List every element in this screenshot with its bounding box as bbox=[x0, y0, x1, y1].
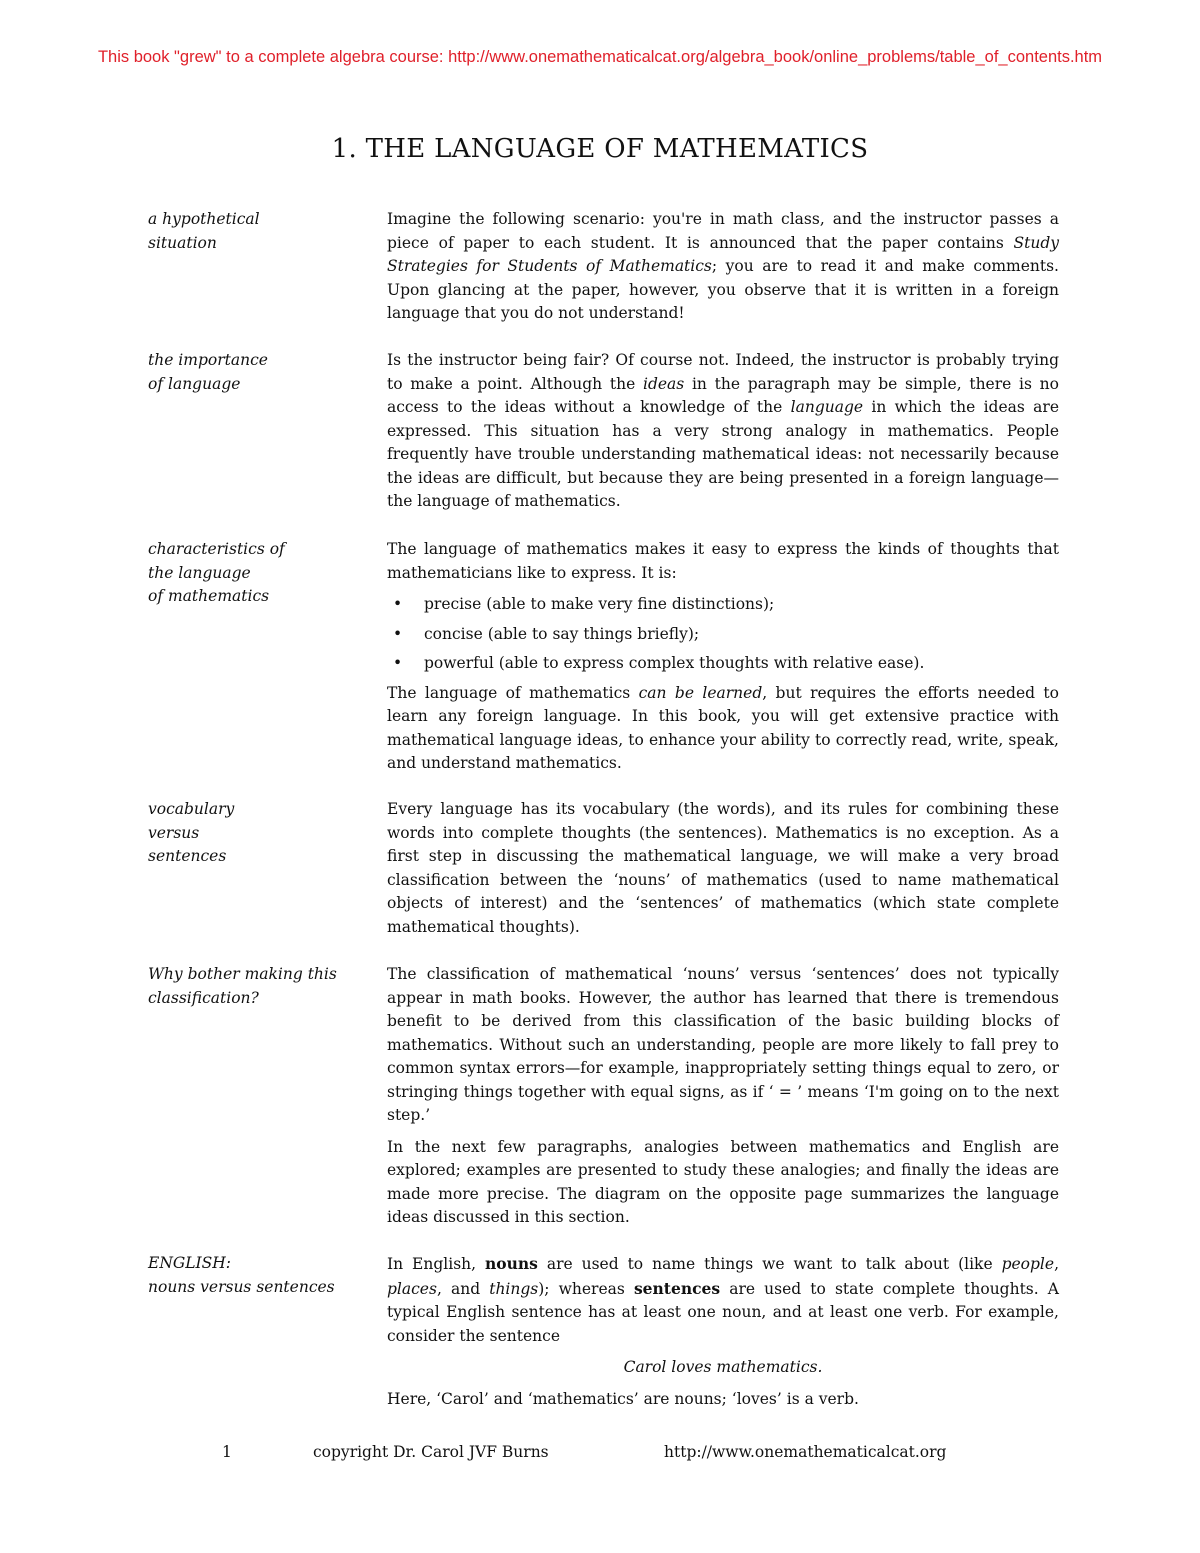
margin-note-line: classification? bbox=[148, 988, 259, 1007]
text: , and bbox=[436, 1279, 490, 1298]
text: Is the instructor being fair? Of course not. Indeed, the instructor is probably trying to make a point. Although the bbox=[387, 351, 1059, 393]
margin-note-line: Why bother making this bbox=[148, 965, 337, 983]
margin-note bbox=[148, 208, 378, 255]
emphasis-text: places bbox=[387, 1279, 437, 1298]
margin-note-line: situation bbox=[148, 233, 217, 252]
margin-note bbox=[148, 349, 378, 396]
margin-note-line: sentences bbox=[148, 847, 227, 865]
margin-note-line: the importance bbox=[148, 351, 268, 369]
copyright-text: copyright Dr. Carol JVF Burns bbox=[313, 1443, 549, 1461]
section-body bbox=[387, 798, 1059, 947]
example-sentence: Carol loves mathematics. bbox=[623, 1358, 823, 1376]
margin-note bbox=[148, 538, 378, 609]
margin-note bbox=[148, 1252, 378, 1299]
list-item: • concise (able to say things briefly); bbox=[387, 623, 1059, 647]
paragraph: In the next few paragraphs, analogies between mathematics and English are explored; examples are presented to study these analogies; and finally the ideas are made more precise. The diagram on the opposite page summarizes the language ideas discussed in this section. bbox=[387, 1137, 1059, 1226]
margin-note-line: ENGLISH: bbox=[148, 1254, 232, 1272]
margin-note-line: characteristics of bbox=[148, 540, 285, 558]
margin-note-line: of language bbox=[148, 374, 241, 393]
emphasis-text: things bbox=[489, 1279, 539, 1298]
margin-note-line: vocabulary bbox=[148, 800, 235, 818]
list-item: • powerful (able to express complex thoughts with relative ease). bbox=[387, 652, 1059, 676]
top-banner-link[interactable]: This book "grew" to a complete algebra course: http://www.onemathematicalcat.org/algebra_book/online_problems/table_of_contents.htm bbox=[97, 48, 1103, 66]
page-number: 1 bbox=[222, 1443, 232, 1461]
paragraph bbox=[387, 1252, 1059, 1348]
text: In English, bbox=[387, 1255, 485, 1273]
paragraph: The classification of mathematical ‘nouns’ versus ‘sentences’ does not typically appear in math books. However, the author has learned that there is tremendous benefit to be derived from this classification of the basic building blocks of mathematics. Without such an understanding, people are more likely to fall prey to common syntax errors—for example, inappropriately setting things equal to zero, or stringing things together with equal signs, as if ‘ = ’ means ‘I'm going on to the next step.’ bbox=[387, 965, 1059, 1124]
paragraph: Every language has its vocabulary (the words), and its rules for combining these words into complete thoughts (the sentences). Mathematics is no exception. As a first step in discussing the mathematical language, we will make a very broad classification between the ‘nouns’ of mathematics (used to name mathematical objects of interest) and the ‘sentences’ of mathematics (which state complete mathematical thoughts). bbox=[387, 800, 1059, 936]
bullet-list bbox=[387, 593, 1059, 676]
text: ; you are to read it and make comments. Upon glancing at the paper, however, you observe that it is written in a foreign language that you do not understand! bbox=[387, 257, 1059, 322]
margin-note-line: versus bbox=[148, 823, 200, 842]
section-body bbox=[387, 349, 1059, 522]
text: Imagine the following scenario: you're in math class, and the instructor passes a piece of paper to each student. It is announced that the paper contains bbox=[387, 210, 1059, 252]
section-body bbox=[387, 208, 1059, 334]
section-body bbox=[387, 1252, 1059, 1419]
margin-note-line: nouns versus sentences bbox=[148, 1277, 335, 1296]
bold-term: sentences bbox=[633, 1278, 721, 1298]
footer-url[interactable]: http://www.onemathematicalcat.org bbox=[664, 1443, 947, 1461]
paragraph bbox=[387, 349, 1059, 514]
text: ); whereas bbox=[538, 1279, 634, 1298]
text: are used to name things we want to talk about (like bbox=[537, 1255, 1002, 1273]
section-body bbox=[387, 538, 1059, 784]
bold-term: nouns bbox=[485, 1254, 538, 1273]
paragraph bbox=[387, 208, 1059, 326]
emphasis-text: can be learned bbox=[638, 683, 763, 702]
margin-note-line: the language bbox=[148, 563, 251, 582]
text: in the paragraph may be simple, there is no access to the ideas without a knowledge of the bbox=[387, 374, 1059, 416]
list-item: • precise (able to make very fine distinctions); bbox=[387, 593, 1059, 617]
emphasis-text: people bbox=[1001, 1255, 1055, 1273]
paragraph: Here, ‘Carol’ and ‘mathematics’ are nouns; ‘loves’ is a verb. bbox=[387, 1389, 859, 1408]
text: are used to state complete thoughts. A typical English sentence has at least one noun, and at least one verb. For example, consider the sentence bbox=[387, 1279, 1059, 1345]
section-body bbox=[387, 963, 1059, 1238]
paragraph: The language of mathematics makes it easy to express the kinds of thoughts that mathematicians like to express. It is: bbox=[387, 540, 1059, 582]
page-footer bbox=[0, 1443, 1200, 1467]
page-title: 1. THE LANGUAGE OF MATHEMATICS bbox=[331, 134, 869, 164]
margin-note bbox=[148, 963, 378, 1010]
text: , but requires the efforts needed to learn any foreign language. In this book, you will get extensive practice with mathematical language ideas, to enhance your ability to correctly read, write, speak, and understand mathematics. bbox=[387, 683, 1059, 772]
text: , bbox=[1054, 1255, 1059, 1273]
margin-note-line: of mathematics bbox=[148, 587, 270, 605]
margin-note bbox=[148, 798, 378, 869]
text: in which the ideas are expressed. This situation has a very strong analogy in mathematics. People frequently have trouble understanding mathematical ideas: not necessarily because the ideas are difficult, but because they are being presented in a foreign language—the language of mathematics. bbox=[387, 398, 1059, 510]
text: The language of mathematics bbox=[387, 683, 639, 702]
emphasis-text: ideas bbox=[643, 374, 685, 393]
emphasis-text: language bbox=[790, 398, 864, 416]
margin-note-line: a hypothetical bbox=[148, 210, 260, 228]
paragraph bbox=[387, 682, 1059, 776]
emphasis-text: Study Strategies for Students of Mathematics bbox=[387, 233, 1059, 275]
